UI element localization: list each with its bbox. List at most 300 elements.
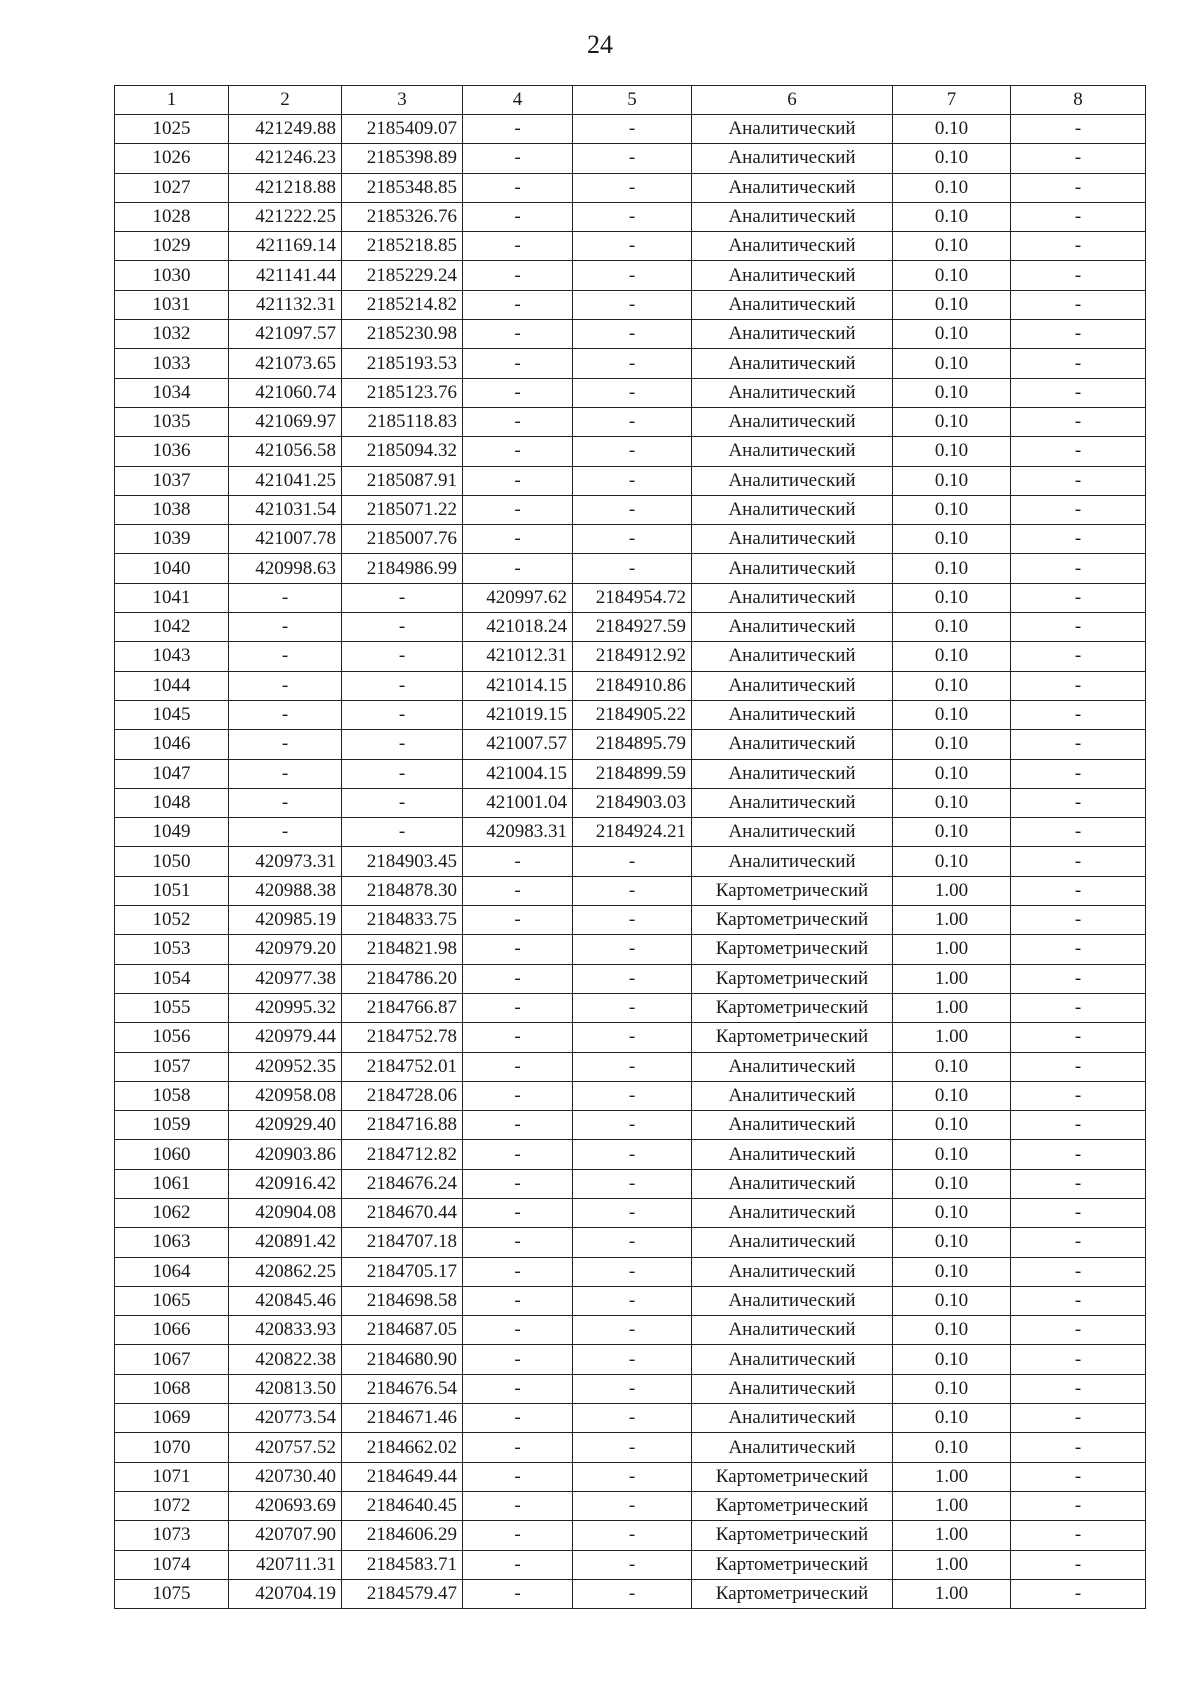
table-cell: -	[573, 466, 692, 495]
table-cell: 1034	[115, 378, 229, 407]
table-cell: 1055	[115, 993, 229, 1022]
table-row	[115, 906, 1146, 935]
table-cell: Аналитический	[692, 320, 893, 349]
table-cell: 2185348.85	[342, 173, 463, 202]
table-cell: -	[573, 261, 692, 290]
table-cell: -	[1011, 1404, 1146, 1433]
table-cell: -	[573, 115, 692, 144]
table-cell: 0.10	[893, 788, 1011, 817]
table-cell: Аналитический	[692, 1140, 893, 1169]
table-row	[115, 1052, 1146, 1081]
table-row	[115, 466, 1146, 495]
table-cell: 420988.38	[229, 876, 342, 905]
table-cell: 2184707.18	[342, 1228, 463, 1257]
table-cell: Аналитический	[692, 847, 893, 876]
table-cell: Картометрический	[692, 993, 893, 1022]
table-cell: -	[463, 525, 573, 554]
table-cell: 0.10	[893, 613, 1011, 642]
table-cell: -	[1011, 1169, 1146, 1198]
table-cell: 420998.63	[229, 554, 342, 583]
table-cell: 1062	[115, 1198, 229, 1227]
table-cell: -	[229, 788, 342, 817]
table-cell: 2184912.92	[573, 642, 692, 671]
table-cell: -	[1011, 847, 1146, 876]
table-cell: -	[1011, 173, 1146, 202]
table-cell: 1060	[115, 1140, 229, 1169]
table-cell: 0.10	[893, 320, 1011, 349]
table-cell: 2184986.99	[342, 554, 463, 583]
table-row	[115, 700, 1146, 729]
table-cell: -	[342, 700, 463, 729]
table-cell: Картометрический	[692, 1521, 893, 1550]
table-row	[115, 613, 1146, 642]
table-cell: -	[463, 935, 573, 964]
table-cell: 0.10	[893, 1052, 1011, 1081]
table-cell: Аналитический	[692, 642, 893, 671]
table-cell: Картометрический	[692, 1491, 893, 1520]
table-row	[115, 876, 1146, 905]
table-cell: 1045	[115, 700, 229, 729]
table-cell: -	[573, 1198, 692, 1227]
table-cell: 0.10	[893, 1169, 1011, 1198]
table-cell: 2184899.59	[573, 759, 692, 788]
table-cell: 420704.19	[229, 1579, 342, 1608]
table-cell: 2185123.76	[342, 378, 463, 407]
table-cell: 420773.54	[229, 1404, 342, 1433]
table-cell: Аналитический	[692, 1257, 893, 1286]
table-cell: 1064	[115, 1257, 229, 1286]
table-cell: 2184583.71	[342, 1550, 463, 1579]
table-cell: 2184927.59	[573, 613, 692, 642]
table-cell: 1036	[115, 437, 229, 466]
table-cell: 2184903.03	[573, 788, 692, 817]
table-cell: Аналитический	[692, 1081, 893, 1110]
table-cell: -	[463, 495, 573, 524]
table-cell: -	[1011, 788, 1146, 817]
table-cell: 420983.31	[463, 818, 573, 847]
table-row	[115, 818, 1146, 847]
table-cell: Аналитический	[692, 613, 893, 642]
table-cell: 420845.46	[229, 1286, 342, 1315]
table-cell: 1.00	[893, 1462, 1011, 1491]
table-cell: Аналитический	[692, 290, 893, 319]
table-row	[115, 671, 1146, 700]
table-cell: -	[1011, 1374, 1146, 1403]
column-header: 2	[229, 86, 342, 115]
table-cell: 2185326.76	[342, 202, 463, 231]
table-cell: 0.10	[893, 1316, 1011, 1345]
table-cell: 1031	[115, 290, 229, 319]
table-cell: -	[1011, 906, 1146, 935]
table-cell: -	[573, 1374, 692, 1403]
table-row	[115, 202, 1146, 231]
table-cell: -	[573, 964, 692, 993]
table-cell: -	[463, 554, 573, 583]
table-cell: -	[573, 993, 692, 1022]
table-cell: Аналитический	[692, 1404, 893, 1433]
table-cell: 1068	[115, 1374, 229, 1403]
table-cell: 0.10	[893, 407, 1011, 436]
table-cell: 420916.42	[229, 1169, 342, 1198]
table-cell: 0.10	[893, 1374, 1011, 1403]
table-cell: Картометрический	[692, 1023, 893, 1052]
table-cell: 421169.14	[229, 232, 342, 261]
table-cell: -	[573, 1345, 692, 1374]
table-cell: 420757.52	[229, 1433, 342, 1462]
table-cell: 420707.90	[229, 1521, 342, 1550]
table-cell: 2184786.20	[342, 964, 463, 993]
table-cell: 1025	[115, 115, 229, 144]
table-cell: -	[463, 1521, 573, 1550]
table-cell: 2184606.29	[342, 1521, 463, 1550]
column-header: 6	[692, 86, 893, 115]
table-cell: 2184670.44	[342, 1198, 463, 1227]
table-cell: -	[463, 1169, 573, 1198]
table-cell: 0.10	[893, 1111, 1011, 1140]
table-cell: 2185230.98	[342, 320, 463, 349]
table-cell: -	[1011, 759, 1146, 788]
table-cell: -	[229, 583, 342, 612]
table-cell: 0.10	[893, 1198, 1011, 1227]
table-cell: 1063	[115, 1228, 229, 1257]
table-cell: 1032	[115, 320, 229, 349]
table-cell: 1073	[115, 1521, 229, 1550]
table-cell: 421249.88	[229, 115, 342, 144]
table-cell: -	[573, 1491, 692, 1520]
table-cell: 1048	[115, 788, 229, 817]
table-cell: 0.10	[893, 1228, 1011, 1257]
table-row	[115, 349, 1146, 378]
table-cell: Аналитический	[692, 495, 893, 524]
table-cell: -	[573, 1169, 692, 1198]
table-row	[115, 1550, 1146, 1579]
table-cell: -	[1011, 495, 1146, 524]
table-row	[115, 583, 1146, 612]
table-cell: -	[573, 1111, 692, 1140]
table-row	[115, 1433, 1146, 1462]
table-cell: 0.10	[893, 261, 1011, 290]
table-cell: 421001.04	[463, 788, 573, 817]
table-row	[115, 935, 1146, 964]
table-cell: -	[1011, 466, 1146, 495]
table-cell: 1044	[115, 671, 229, 700]
table-cell: Аналитический	[692, 173, 893, 202]
table-cell: 420985.19	[229, 906, 342, 935]
table-cell: -	[229, 642, 342, 671]
table-cell: 1.00	[893, 1521, 1011, 1550]
table-cell: 0.10	[893, 495, 1011, 524]
table-cell: 0.10	[893, 642, 1011, 671]
table-cell: -	[573, 1433, 692, 1462]
table-cell: 2184698.58	[342, 1286, 463, 1315]
table-cell: -	[573, 1023, 692, 1052]
table-cell: 0.10	[893, 173, 1011, 202]
table-row	[115, 1257, 1146, 1286]
table-cell: 0.10	[893, 349, 1011, 378]
table-cell: -	[463, 876, 573, 905]
table-cell: -	[573, 1228, 692, 1257]
table-cell: 1.00	[893, 876, 1011, 905]
table-cell: 1029	[115, 232, 229, 261]
table-cell: 421222.25	[229, 202, 342, 231]
table-cell: -	[573, 495, 692, 524]
table-cell: -	[463, 1052, 573, 1081]
table-cell: Аналитический	[692, 700, 893, 729]
table-cell: 1075	[115, 1579, 229, 1608]
table-cell: 421097.57	[229, 320, 342, 349]
table-cell: 420904.08	[229, 1198, 342, 1227]
table-cell: -	[463, 290, 573, 319]
table-cell: -	[1011, 554, 1146, 583]
table-cell: -	[463, 1462, 573, 1491]
table-row	[115, 1023, 1146, 1052]
table-cell: -	[573, 232, 692, 261]
table-row	[115, 407, 1146, 436]
table-cell: -	[463, 1081, 573, 1110]
table-cell: 420979.20	[229, 935, 342, 964]
table-cell: -	[1011, 730, 1146, 759]
table-cell: 1039	[115, 525, 229, 554]
table-cell: 0.10	[893, 700, 1011, 729]
table-cell: 1.00	[893, 1491, 1011, 1520]
table-cell: 1049	[115, 818, 229, 847]
table-cell: -	[573, 173, 692, 202]
table-cell: 2184766.87	[342, 993, 463, 1022]
table-cell: 421073.65	[229, 349, 342, 378]
table-cell: 1.00	[893, 993, 1011, 1022]
table-cell: -	[463, 1023, 573, 1052]
table-cell: 1059	[115, 1111, 229, 1140]
table-cell: Аналитический	[692, 1198, 893, 1227]
table-row	[115, 554, 1146, 583]
table-cell: -	[573, 1140, 692, 1169]
table-cell: -	[1011, 1228, 1146, 1257]
table-cell: -	[463, 906, 573, 935]
table-cell: -	[1011, 1316, 1146, 1345]
table-cell: 420862.25	[229, 1257, 342, 1286]
table-cell: 2184728.06	[342, 1081, 463, 1110]
table-cell: -	[1011, 261, 1146, 290]
table-cell: -	[1011, 437, 1146, 466]
table-row	[115, 320, 1146, 349]
table-cell: -	[463, 1579, 573, 1608]
table-row	[115, 1198, 1146, 1227]
table-cell: 1033	[115, 349, 229, 378]
table-cell: 2184821.98	[342, 935, 463, 964]
table-cell: -	[229, 613, 342, 642]
table-cell: 1.00	[893, 964, 1011, 993]
table-row	[115, 173, 1146, 202]
table-cell: 2185118.83	[342, 407, 463, 436]
table-cell: -	[1011, 349, 1146, 378]
table-cell: 420833.93	[229, 1316, 342, 1345]
table-row	[115, 642, 1146, 671]
table-cell: -	[342, 613, 463, 642]
table-cell: -	[1011, 115, 1146, 144]
table-cell: 2184649.44	[342, 1462, 463, 1491]
table-cell: 0.10	[893, 1404, 1011, 1433]
table-cell: -	[1011, 700, 1146, 729]
table-cell: -	[342, 730, 463, 759]
table-cell: -	[229, 730, 342, 759]
table-cell: 1057	[115, 1052, 229, 1081]
table-cell: -	[463, 1433, 573, 1462]
table-cell: Аналитический	[692, 144, 893, 173]
table-cell: -	[1011, 1462, 1146, 1491]
table-cell: Аналитический	[692, 788, 893, 817]
table-cell: 421041.25	[229, 466, 342, 495]
table-cell: -	[1011, 202, 1146, 231]
table-cell: -	[463, 1404, 573, 1433]
table-cell: 1043	[115, 642, 229, 671]
table-cell: 1028	[115, 202, 229, 231]
table-cell: 420929.40	[229, 1111, 342, 1140]
table-cell: Аналитический	[692, 378, 893, 407]
table-cell: 421018.24	[463, 613, 573, 642]
table-cell: 2185071.22	[342, 495, 463, 524]
table-cell: -	[463, 378, 573, 407]
table-cell: 2185229.24	[342, 261, 463, 290]
table-cell: 420952.35	[229, 1052, 342, 1081]
table-cell: 0.10	[893, 290, 1011, 319]
table-cell: 420813.50	[229, 1374, 342, 1403]
table-header-row	[115, 86, 1146, 115]
table-cell: -	[1011, 525, 1146, 554]
table-cell: -	[463, 466, 573, 495]
table-cell: 2185409.07	[342, 115, 463, 144]
table-cell: 421007.57	[463, 730, 573, 759]
column-header: 3	[342, 86, 463, 115]
table-cell: -	[463, 437, 573, 466]
table-cell: 1066	[115, 1316, 229, 1345]
table-cell: -	[1011, 1579, 1146, 1608]
table-cell: -	[573, 847, 692, 876]
table-cell: Аналитический	[692, 202, 893, 231]
table-cell: 421060.74	[229, 378, 342, 407]
table-cell: 421069.97	[229, 407, 342, 436]
table-cell: -	[463, 173, 573, 202]
table-cell: 2184905.22	[573, 700, 692, 729]
table-cell: 1027	[115, 173, 229, 202]
table-cell: -	[573, 1462, 692, 1491]
table-cell: -	[573, 525, 692, 554]
table-cell: -	[463, 261, 573, 290]
table-cell: 2184910.86	[573, 671, 692, 700]
table-row	[115, 1316, 1146, 1345]
table-cell: Аналитический	[692, 1345, 893, 1374]
table-cell: -	[463, 1491, 573, 1520]
table-cell: 1.00	[893, 1579, 1011, 1608]
table-cell: 420979.44	[229, 1023, 342, 1052]
table-cell: Аналитический	[692, 349, 893, 378]
table-cell: 2184924.21	[573, 818, 692, 847]
table-cell: 0.10	[893, 671, 1011, 700]
table-cell: -	[1011, 642, 1146, 671]
table-row	[115, 261, 1146, 290]
table-row	[115, 759, 1146, 788]
table-cell: -	[1011, 378, 1146, 407]
table-cell: -	[573, 349, 692, 378]
table-body	[115, 86, 1146, 1609]
table-row	[115, 378, 1146, 407]
table-cell: 0.10	[893, 847, 1011, 876]
table-cell: 0.10	[893, 1257, 1011, 1286]
table-cell: 0.10	[893, 554, 1011, 583]
table-cell: -	[573, 1579, 692, 1608]
table-cell: 1047	[115, 759, 229, 788]
table-cell: -	[229, 671, 342, 700]
table-row	[115, 1140, 1146, 1169]
page-number: 24	[587, 30, 613, 59]
table-cell: -	[463, 1228, 573, 1257]
table-cell: -	[573, 437, 692, 466]
table-cell: Аналитический	[692, 437, 893, 466]
table-cell: -	[573, 144, 692, 173]
table-cell: 0.10	[893, 144, 1011, 173]
table-cell: -	[1011, 993, 1146, 1022]
table-cell: -	[1011, 1345, 1146, 1374]
table-cell: 2184895.79	[573, 730, 692, 759]
table-cell: -	[573, 876, 692, 905]
table-cell: 1040	[115, 554, 229, 583]
table-cell: 0.10	[893, 759, 1011, 788]
table-cell: 420995.32	[229, 993, 342, 1022]
table-cell: 2184676.54	[342, 1374, 463, 1403]
table-cell: 1046	[115, 730, 229, 759]
table-cell: -	[1011, 144, 1146, 173]
table-cell: -	[573, 378, 692, 407]
table-cell: -	[573, 554, 692, 583]
table-cell: 1067	[115, 1345, 229, 1374]
table-cell: -	[573, 1521, 692, 1550]
table-cell: 420903.86	[229, 1140, 342, 1169]
table-cell: Аналитический	[692, 554, 893, 583]
table-cell: -	[463, 1257, 573, 1286]
table-cell: -	[463, 993, 573, 1022]
table-cell: -	[1011, 964, 1146, 993]
table-cell: -	[573, 202, 692, 231]
table-cell: -	[463, 1316, 573, 1345]
table-cell: -	[463, 349, 573, 378]
table-cell: 421246.23	[229, 144, 342, 173]
table-cell: Аналитический	[692, 1316, 893, 1345]
table-cell: 2185087.91	[342, 466, 463, 495]
table-cell: 421218.88	[229, 173, 342, 202]
table-cell: -	[463, 320, 573, 349]
table-cell: 421004.15	[463, 759, 573, 788]
table-cell: 421007.78	[229, 525, 342, 554]
table-cell: -	[1011, 1257, 1146, 1286]
table-cell: 0.10	[893, 818, 1011, 847]
table-cell: 1.00	[893, 935, 1011, 964]
table-row	[115, 730, 1146, 759]
table-cell: 2184705.17	[342, 1257, 463, 1286]
table-cell: 1069	[115, 1404, 229, 1433]
table-cell: Аналитический	[692, 671, 893, 700]
table-cell: -	[573, 320, 692, 349]
table-cell: 1065	[115, 1286, 229, 1315]
table-row	[115, 1462, 1146, 1491]
table-cell: 0.10	[893, 1140, 1011, 1169]
table-cell: -	[573, 1257, 692, 1286]
table-cell: -	[342, 583, 463, 612]
table-cell: -	[573, 1052, 692, 1081]
table-cell: 421056.58	[229, 437, 342, 466]
column-header: 4	[463, 86, 573, 115]
table-cell: Аналитический	[692, 818, 893, 847]
table-cell: 421141.44	[229, 261, 342, 290]
table-cell: 2185398.89	[342, 144, 463, 173]
